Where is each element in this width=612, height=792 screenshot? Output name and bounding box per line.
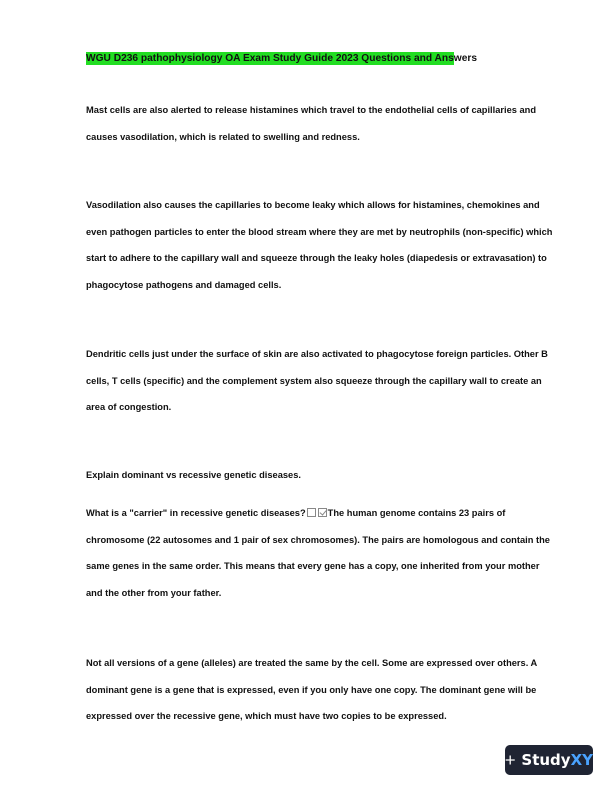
plus-icon [505,752,515,768]
paragraph-carrier [86,500,556,606]
paragraph-vasodilation: Vasodilation also causes the capillaries to become leaky which allows for histamines, chemokines and even pathogen particles to enter the blood stream where they are met by neutrophils (non-specific) which start to adhere to the capillary wall and squeeze through the leaky holes (diapedesis or extravasation) to phagocytose pathogens and damaged cells. [86,200,553,290]
paragraph-dendritic-cells: Dendritic cells just under the surface of skin are also activated to phagocytose foreign particles. Other B cells, T cells (specific) and the complement system also squeeze through the capillary wall to create an area of congestion. [86,349,548,412]
question-carrier: What is a "carrier" in recessive genetic diseases? [86,508,306,518]
title-highlight: WGU D236 pathophysiology OA Exam Study Guide 2023 Questions and Ans [86,53,454,64]
answer-carrier: The human genome contains 23 pairs of chromosome (22 autosomes and 1 pair of sex chromosomes). The pairs are homologous and contain the same genes in the same order. This means that every gene has a copy, one inherited from your mother and the other from your father. [86,508,550,598]
document-title [86,53,477,64]
question-dominant-recessive: Explain dominant vs recessive genetic diseases. [86,470,301,480]
checkmark-icon [318,508,327,517]
missing-glyph-icon [307,508,316,517]
paragraph-alleles: Not all versions of a gene (alleles) are treated the same by the cell. Some are expressed over others. A dominant gene is a gene that is expressed, even if you only have one copy. The dominant gene will be expressed over the recessive gene, which must have two copies to be expressed. [86,658,537,721]
badge-logo-text: StudyXY [521,751,593,769]
paragraph-mast-cells: Mast cells are also alerted to release histamines which travel to the endothelial cells of capillaries and causes vasodilation, which is related to swelling and redness. [86,105,537,142]
title-rest: wers [453,53,477,64]
studyxy-badge[interactable] [505,745,593,775]
